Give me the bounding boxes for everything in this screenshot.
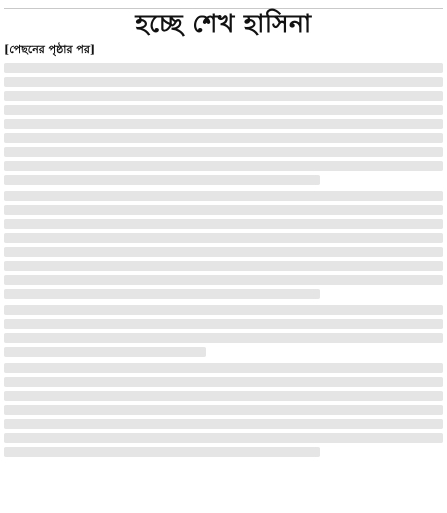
text-line [4,119,443,129]
article-body [4,43,443,507]
text-line [4,247,443,257]
text-line [4,305,443,315]
page-headline: হচ্ছে শেখ হাসিনা [135,9,312,38]
article-paragraph-1 [4,63,443,185]
article-paragraph-3 [4,305,443,357]
text-line [4,433,443,443]
text-line [4,275,443,285]
text-line [4,419,443,429]
text-line [4,161,443,171]
text-line [4,133,443,143]
text-line [4,91,443,101]
article-paragraph-4 [4,363,443,457]
text-line [4,105,443,115]
continued-from-marker: [পেছনের পৃষ্ঠার পর] [4,43,96,56]
text-line [4,405,443,415]
text-line [4,333,443,343]
text-line [4,175,320,185]
article-paragraph-2 [4,191,443,299]
text-line [4,377,443,387]
text-line [4,233,443,243]
text-line [4,447,320,457]
top-rule [4,0,443,9]
text-line [4,347,206,357]
text-line [4,77,443,87]
text-line [4,261,443,271]
text-line [4,319,443,329]
text-line [4,363,443,373]
text-line [4,147,443,157]
text-line [4,191,443,201]
text-line [4,205,443,215]
text-line [4,289,320,299]
text-line [4,219,443,229]
text-line [4,63,443,73]
text-line [4,391,443,401]
